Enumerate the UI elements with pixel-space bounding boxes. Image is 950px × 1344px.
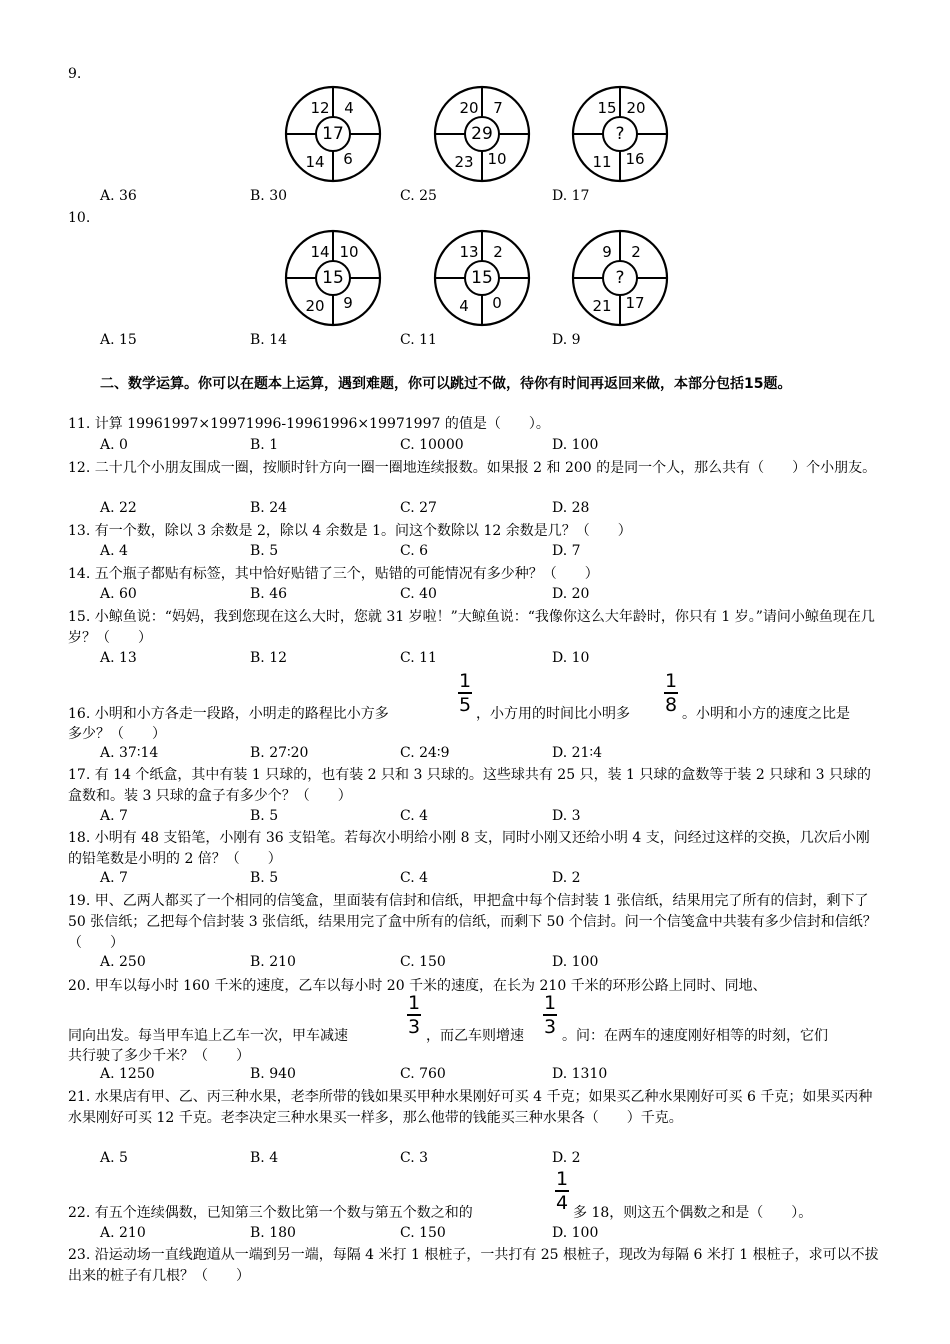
question-9-number: 9. xyxy=(68,66,82,82)
fraction-denominator: 4 xyxy=(555,1191,569,1214)
option-b: B. 24 xyxy=(250,500,288,516)
circle-number-tl: 9 xyxy=(602,243,612,261)
question-12: 12. 二十几个小朋友围成一圈，按顺时针方向一圈一圈地连续报数。如果报 2 和 200 的是同一个人，那么共有（ ）个小朋友。 xyxy=(68,460,877,476)
option-b: B. 5 xyxy=(250,870,279,886)
question-20-line3: 共行驶了多少千米？（ ） xyxy=(68,1048,250,1064)
option-c: C. 10000 xyxy=(400,437,464,453)
circle-number-tl: 14 xyxy=(310,243,330,261)
option-a: A. 13 xyxy=(100,650,137,666)
option-d: D. 100 xyxy=(552,437,599,453)
fraction-numerator: 1 xyxy=(555,1168,569,1190)
question-20-line2-start: 同向出发。每当甲车追上乙车一次，甲车减速 xyxy=(68,1028,348,1044)
option-d: D. 10 xyxy=(552,650,590,666)
circle-number-tr: 2 xyxy=(493,243,503,261)
circle-center-number: 29 xyxy=(471,124,493,144)
option-a: A. 22 xyxy=(100,500,137,516)
question-15-options xyxy=(100,650,800,670)
question-11-options xyxy=(100,437,800,457)
fraction-denominator: 3 xyxy=(543,1015,557,1038)
fraction-numerator: 1 xyxy=(664,670,678,692)
number-circle-puzzle xyxy=(283,228,383,328)
option-c: C. 6 xyxy=(400,543,429,559)
number-circle-puzzle xyxy=(283,84,383,184)
option-d: D. 20 xyxy=(552,586,590,602)
fraction-numerator: 1 xyxy=(543,992,557,1014)
question-10-options xyxy=(100,332,800,352)
option-a: A. 0 xyxy=(100,437,128,453)
option-a: A. 210 xyxy=(100,1225,146,1241)
option-c: C. 25 xyxy=(400,188,437,204)
option-a: A. 4 xyxy=(100,543,128,559)
question-20-line2-end: 。问：在两车的速度刚好相等的时刻，它们 xyxy=(562,1028,828,1044)
option-d: D. 2 xyxy=(552,1150,581,1166)
circle-number-bl: 21 xyxy=(592,297,612,315)
fraction-numerator: 1 xyxy=(407,992,421,1014)
question-15: 15. 小鲸鱼说：“妈妈，我到您现在这么大时，您就 31 岁啦！”大鲸鱼说：“我像你这么大年龄时，你只有 1 岁。”请问小鲸鱼现在几岁？（ ） xyxy=(68,609,875,646)
circle-number-tl: 12 xyxy=(310,99,330,117)
fraction-one-quarter xyxy=(555,1169,569,1213)
option-c: C. 24∶9 xyxy=(400,745,450,761)
option-c: C. 40 xyxy=(400,586,437,602)
fraction-denominator: 8 xyxy=(664,693,678,716)
question-17-options xyxy=(100,808,800,828)
option-a: A. 5 xyxy=(100,1150,128,1166)
option-d: D. 17 xyxy=(552,188,590,204)
option-c: C. 3 xyxy=(400,1150,429,1166)
circle-center-number: 15 xyxy=(322,268,344,288)
option-c: C. 4 xyxy=(400,808,429,824)
fraction-numerator: 1 xyxy=(458,670,472,692)
question-16-line1-start: 16. 小明和小方各走一段路，小明走的路程比小方多 xyxy=(68,706,389,722)
option-b: B. 5 xyxy=(250,543,279,559)
option-a: A. 250 xyxy=(100,954,146,970)
option-a: A. 15 xyxy=(100,332,137,348)
question-19: 19. 甲、乙两人都买了一个相同的信笺盒，里面装有信封和信纸，甲把盒中每个信封装 1 张信纸，结果用完了所有的信封，剩下了 50 张信纸；乙把每个信封装 3 张信纸，结果用完了盒中所有的信纸，而剩下 50 个信封。问一个信笺盒中共装有多少信封和信纸？（ ） xyxy=(68,893,877,951)
question-18-options xyxy=(100,870,800,890)
circle-number-br: 6 xyxy=(343,150,353,168)
circle-number-tr: 2 xyxy=(631,243,641,261)
question-14-options xyxy=(100,586,800,606)
circle-number-tr: 10 xyxy=(339,243,359,261)
option-b: B. 14 xyxy=(250,332,288,348)
question-20-options xyxy=(100,1066,800,1086)
fraction-one-third xyxy=(543,993,557,1037)
option-b: B. 180 xyxy=(250,1225,296,1241)
circle-number-br: 16 xyxy=(625,150,645,168)
option-a: A. 1250 xyxy=(100,1066,155,1082)
option-c: C. 27 xyxy=(400,500,437,516)
option-c: C. 760 xyxy=(400,1066,446,1082)
circle-number-bl: 11 xyxy=(592,153,612,171)
circle-number-br: 10 xyxy=(487,150,507,168)
question-18: 18. 小明有 48 支铅笔，小刚有 36 支铅笔。若每次小明给小刚 8 支，同时小刚又还给小明 4 支，问经过这样的交换，几次后小刚的铅笔数是小明的 2 倍？（ ） xyxy=(68,830,870,867)
question-13: 13. 有一个数，除以 3 余数是 2，除以 4 余数是 1。问这个数除以 12 余数是几？（ ） xyxy=(68,523,632,539)
circle-number-tl: 13 xyxy=(459,243,479,261)
option-b: B. 4 xyxy=(250,1150,279,1166)
option-d: D. 21∶4 xyxy=(552,745,602,761)
option-c: C. 4 xyxy=(400,870,429,886)
option-b: B. 27∶20 xyxy=(250,745,309,761)
circle-number-bl: 4 xyxy=(459,297,469,315)
option-d: D. 1310 xyxy=(552,1066,608,1082)
circle-center-number: ? xyxy=(615,268,625,288)
question-14: 14. 五个瓶子都贴有标签，其中恰好贴错了三个，贴错的可能情况有多少种？（ ） xyxy=(68,566,599,582)
circle-number-br: 17 xyxy=(625,294,645,312)
option-c: C. 11 xyxy=(400,650,437,666)
question-16-line1-end: 。小明和小方的速度之比是 xyxy=(682,706,850,722)
question-20-line1: 20. 甲车以每小时 160 千米的速度，乙车以每小时 20 千米的速度，在长为 210 千米的环形公路上同时、同地、 xyxy=(68,978,767,994)
circle-number-tr: 7 xyxy=(493,99,503,117)
option-d: D. 100 xyxy=(552,1225,599,1241)
section-title: 二、数学运算。你可以在题本上运算，遇到难题，你可以跳过不做，待你有时间再返回来做，本部分包括15题。 xyxy=(100,376,792,392)
option-a: A. 37∶14 xyxy=(100,745,159,761)
question-20-line2-middle: ，而乙车则增速 xyxy=(426,1028,524,1044)
option-b: B. 210 xyxy=(250,954,296,970)
option-b: B. 12 xyxy=(250,650,288,666)
question-19-options xyxy=(100,954,800,974)
question-23: 23. 沿运动场一直线跑道从一端到另一端，每隔 4 米打 1 根桩子，一共打有 25 根桩子，现改为每隔 6 米打 1 根桩子，求可以不拔出来的桩子有几根？（ ） xyxy=(68,1247,879,1284)
circle-number-br: 0 xyxy=(492,294,502,312)
circle-number-tr: 20 xyxy=(626,99,646,117)
question-9-options xyxy=(100,188,800,208)
option-c: C. 150 xyxy=(400,1225,446,1241)
option-d: D. 7 xyxy=(552,543,581,559)
option-c: C. 150 xyxy=(400,954,446,970)
circle-number-tl: 20 xyxy=(459,99,479,117)
number-circle-puzzle xyxy=(570,84,670,184)
circle-center-number: ? xyxy=(615,124,625,144)
option-b: B. 1 xyxy=(250,437,279,453)
option-d: D. 100 xyxy=(552,954,599,970)
fraction-one-third xyxy=(407,993,421,1037)
option-b: B. 940 xyxy=(250,1066,296,1082)
fraction-one-fifth xyxy=(458,671,472,715)
circle-number-bl: 14 xyxy=(305,153,325,171)
question-12-options xyxy=(100,500,800,520)
option-a: A. 7 xyxy=(100,808,128,824)
option-a: A. 60 xyxy=(100,586,137,602)
option-b: B. 46 xyxy=(250,586,288,602)
question-22-end: 多 18，则这五个偶数之和是（ ）。 xyxy=(573,1205,813,1221)
option-d: D. 28 xyxy=(552,500,590,516)
circle-number-bl: 20 xyxy=(305,297,325,315)
circle-center-number: 15 xyxy=(471,268,493,288)
question-22-start: 22. 有五个连续偶数，已知第三个数比第一个数与第五个数之和的 xyxy=(68,1205,473,1221)
number-circle-puzzle xyxy=(570,228,670,328)
option-d: D. 9 xyxy=(552,332,581,348)
circle-center-number: 17 xyxy=(322,124,344,144)
question-21-options xyxy=(100,1150,800,1170)
fraction-one-eighth xyxy=(664,671,678,715)
question-22-options xyxy=(100,1225,800,1245)
question-16-line2: 多少？（ ） xyxy=(68,726,166,742)
option-a: A. 36 xyxy=(100,188,137,204)
fraction-denominator: 3 xyxy=(407,1015,421,1038)
circle-number-bl: 23 xyxy=(454,153,474,171)
option-b: B. 30 xyxy=(250,188,288,204)
option-d: D. 3 xyxy=(552,808,581,824)
number-circle-puzzle xyxy=(432,84,532,184)
option-c: C. 11 xyxy=(400,332,437,348)
question-21: 21. 水果店有甲、乙、丙三种水果，老李所带的钱如果买甲种水果刚好可买 4 千克；如果买乙种水果刚好可买 6 千克；如果买丙种水果刚好可买 12 千克。老李决定三种水果买一样多，那么他带的钱能买三种水果各（ ）千克。 xyxy=(68,1089,873,1126)
circle-number-tr: 4 xyxy=(344,99,354,117)
question-13-options xyxy=(100,543,800,563)
option-a: A. 7 xyxy=(100,870,128,886)
question-16-line1-middle: ，小方用的时间比小明多 xyxy=(476,706,630,722)
question-11: 11. 计算 19961997×19971996-19961996×19971997 的值是（ ）。 xyxy=(68,416,550,432)
fraction-denominator: 5 xyxy=(458,693,472,716)
circle-number-tl: 15 xyxy=(597,99,617,117)
option-d: D. 2 xyxy=(552,870,581,886)
question-17: 17. 有 14 个纸盒，其中有装 1 只球的，也有装 2 只和 3 只球的。这些球共有 25 只，装 1 只球的盒数等于装 2 只球和 3 只球的盒数和。装 3 只球的盒子有多少个？（ ） xyxy=(68,767,871,804)
number-circle-puzzle xyxy=(432,228,532,328)
option-b: B. 5 xyxy=(250,808,279,824)
question-16-options xyxy=(100,745,800,765)
question-10-number: 10. xyxy=(68,210,91,226)
circle-number-br: 9 xyxy=(343,294,353,312)
